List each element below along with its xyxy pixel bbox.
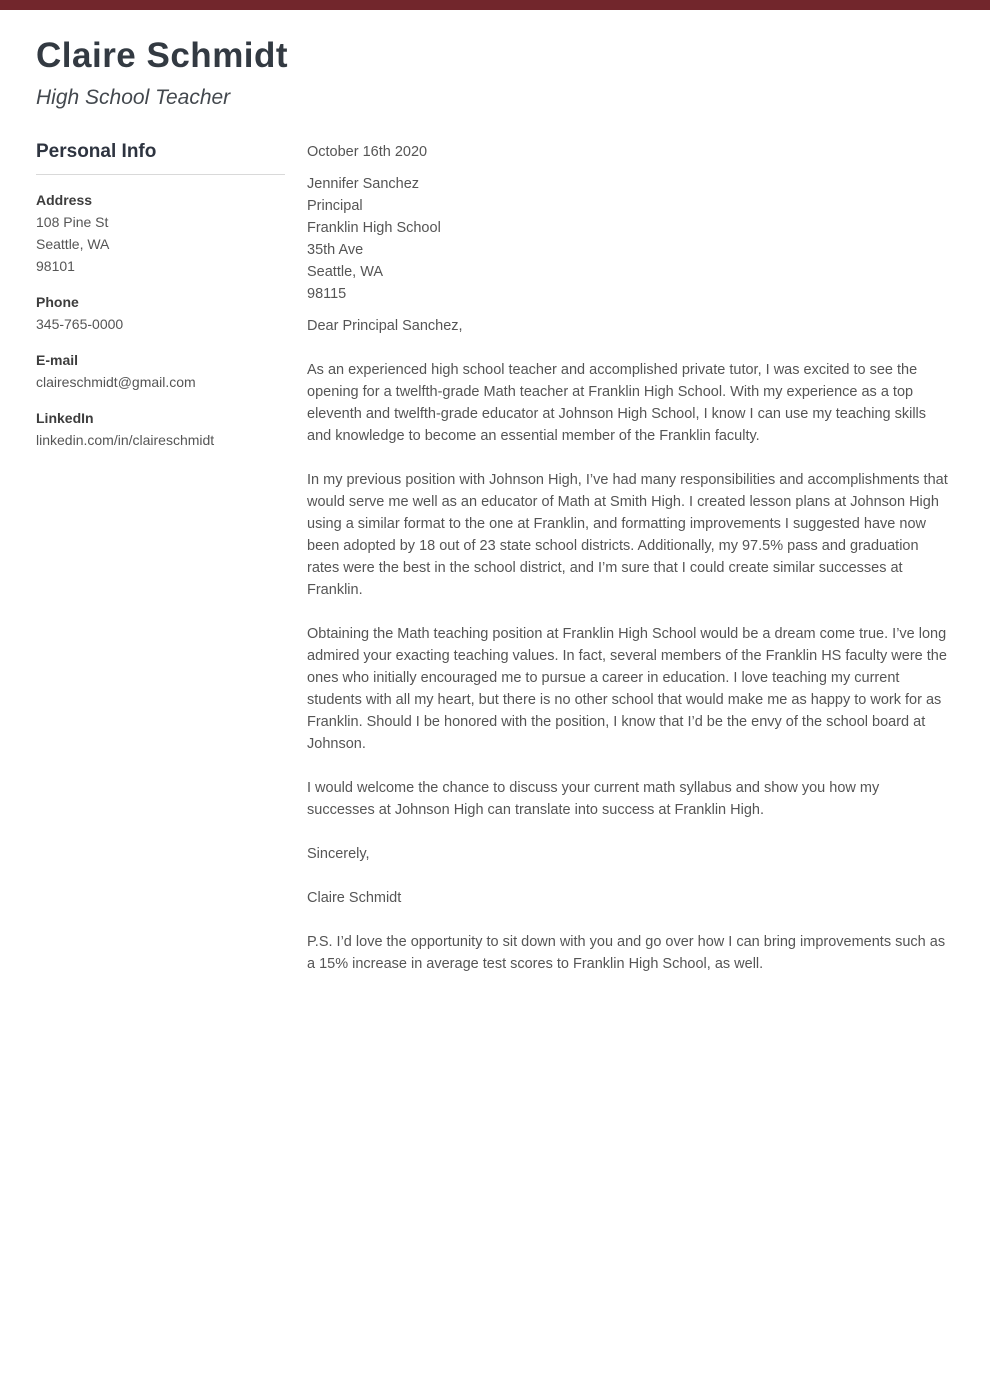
letter-paragraph: Obtaining the Math teaching position at Franklin High School would be a dream come true. I’ve long admired your exacting teaching values. In fact, several members of the Franklin HS faculty were the ones who initially encouraged me to pursue a career in education. I love teaching my current students with all my heart, but there is no other school that would make me as happy to work for as Franklin. Should I be honored with the position, I know that I’d be the envy of the school board at Johnson. bbox=[307, 626, 947, 752]
applicant-name: Claire Schmidt bbox=[36, 36, 289, 75]
sidebar-section-linkedin bbox=[36, 407, 285, 451]
letter-paragraph: In my previous position with Johnson High, I’ve had many responsibilities and accomplishments that would serve me well as an educator of Math at Smith High. I created lesson plans at Johnson High using a similar format to the one at Franklin, and formatting improvements I suggested have now been adopted by 18 out of 23 state school districts. Additionally, my 97.5% pass and graduation rates were the best in the school district, and I’m sure that I could create similar successes at Franklin. bbox=[307, 472, 948, 598]
sidebar-heading: Personal Info bbox=[36, 141, 285, 175]
sidebar-section-address bbox=[36, 189, 285, 277]
postscript: P.S. I’d love the opportunity to sit down with you and go over how I can bring improvements such as a 15% increase in average test scores to Franklin High School, as well. bbox=[307, 934, 946, 972]
signature-name: Claire Schmidt bbox=[307, 890, 402, 906]
letter-body bbox=[307, 141, 950, 997]
personal-info-sidebar bbox=[36, 141, 285, 451]
letter-date: October 16th 2020 bbox=[307, 144, 428, 160]
top-accent-bar bbox=[0, 0, 990, 10]
email-value: claireschmidt@gmail.com bbox=[36, 374, 196, 390]
recipient-city: Seattle, WA bbox=[307, 264, 384, 280]
recipient-name: Jennifer Sanchez bbox=[307, 176, 420, 192]
recipient-organization: Franklin High School bbox=[307, 220, 441, 236]
recipient-street: 35th Ave bbox=[307, 242, 364, 258]
letter-paragraph: I would welcome the chance to discuss your current math syllabus and show you how my successes at Johnson High can translate into success at Franklin High. bbox=[307, 780, 880, 818]
address-line: Seattle, WA bbox=[36, 236, 110, 252]
applicant-job-title: High School Teacher bbox=[36, 86, 231, 109]
phone-label: Phone bbox=[36, 294, 79, 310]
address-line: 108 Pine St bbox=[36, 214, 109, 230]
linkedin-label: LinkedIn bbox=[36, 410, 94, 426]
letter-paragraph: As an experienced high school teacher and accomplished private tutor, I was excited to see the opening for a twelfth-grade Math teacher at Franklin High School. With my experience as a top eleventh and twelfth-grade educator at Johnson High School, I know I can use my teaching skills and knowledge to become an essential member of the Franklin faculty. bbox=[307, 362, 927, 444]
phone-value: 345-765-0000 bbox=[36, 316, 124, 332]
email-label: E-mail bbox=[36, 352, 79, 368]
document-header bbox=[0, 10, 990, 110]
sidebar-section-email bbox=[36, 349, 285, 393]
address-label: Address bbox=[36, 192, 93, 208]
recipient-zip: 98115 bbox=[307, 286, 347, 302]
recipient-block bbox=[307, 173, 950, 305]
salutation: Dear Principal Sanchez, bbox=[307, 318, 463, 334]
linkedin-value: linkedin.com/in/claireschmidt bbox=[36, 432, 215, 448]
sidebar-section-phone bbox=[36, 291, 285, 335]
content-columns bbox=[36, 141, 950, 997]
closing: Sincerely, bbox=[307, 846, 370, 862]
address-line: 98101 bbox=[36, 258, 75, 274]
recipient-title: Principal bbox=[307, 198, 363, 214]
